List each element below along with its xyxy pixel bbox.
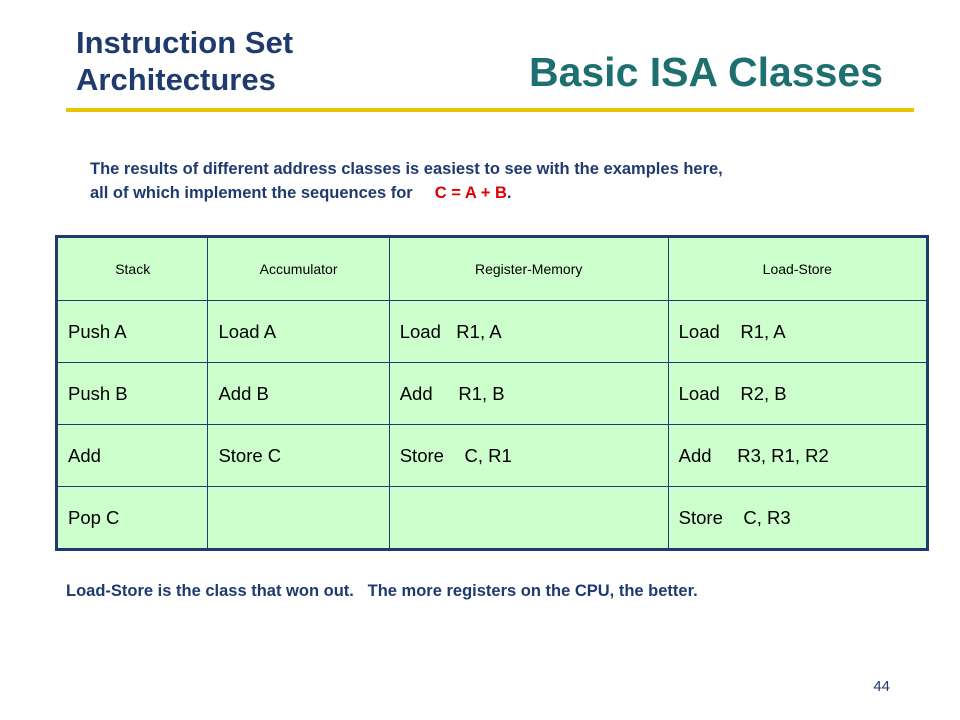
table-cell: Pop C xyxy=(57,487,208,550)
table-row xyxy=(57,487,928,550)
table-header-row xyxy=(57,237,928,301)
table-cell: Add xyxy=(57,425,208,487)
column-header-accumulator: Accumulator xyxy=(208,237,389,301)
table-cell: Push B xyxy=(57,363,208,425)
column-header-load-store: Load-Store xyxy=(668,237,927,301)
intro-trailing: . xyxy=(506,184,512,202)
table-cell: Push A xyxy=(57,301,208,363)
table-cell: Add R1, B xyxy=(389,363,668,425)
table-cell: Store C, R1 xyxy=(389,425,668,487)
conclusion-note: Load-Store is the class that won out. The more registers on the CPU, the better. xyxy=(66,582,698,600)
table-cell: Store C, R3 xyxy=(668,487,927,550)
intro-line-2-wrap xyxy=(90,181,930,205)
table-cell xyxy=(208,487,389,550)
intro-text xyxy=(90,157,930,205)
table-cell: Load R1, A xyxy=(668,301,927,363)
table-row xyxy=(57,363,928,425)
table-cell: Add R3, R1, R2 xyxy=(668,425,927,487)
corner-title-line1: Instruction Set xyxy=(76,25,294,60)
intro-line-1: The results of different address classes is easiest to see with the examples here, xyxy=(90,160,723,178)
title-divider xyxy=(66,108,914,112)
slide-title: Basic ISA Classes xyxy=(528,49,883,95)
table-cell: Load R1, A xyxy=(389,301,668,363)
isa-comparison-table xyxy=(55,235,929,551)
column-header-stack: Stack xyxy=(57,237,208,301)
intro-equation: C = A + B xyxy=(434,184,507,202)
table-row xyxy=(57,301,928,363)
page-number: 44 xyxy=(873,678,890,695)
table-cell: Store C xyxy=(208,425,389,487)
table-cell xyxy=(389,487,668,550)
intro-line-2: all of which implement the sequences for xyxy=(90,184,413,202)
corner-title-line2: Architectures xyxy=(76,62,276,97)
column-header-register-memory: Register-Memory xyxy=(389,237,668,301)
table-cell: Add B xyxy=(208,363,389,425)
corner-title xyxy=(76,24,293,98)
table-cell: Load R2, B xyxy=(668,363,927,425)
table-row xyxy=(57,425,928,487)
table-cell: Load A xyxy=(208,301,389,363)
